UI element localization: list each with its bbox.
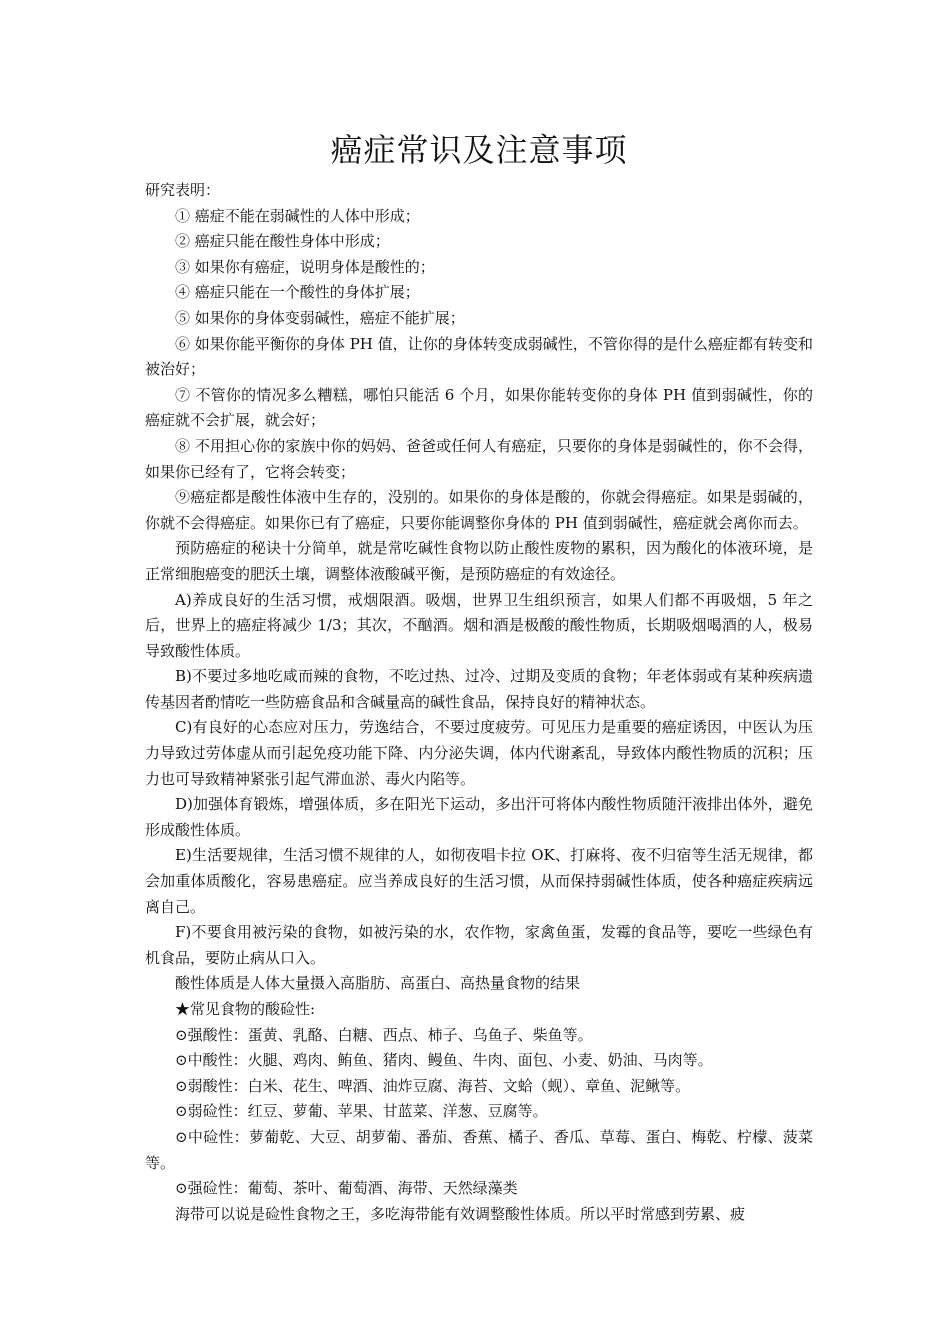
finding-item: ⑤ 如果你的身体变弱碱性，癌症不能扩展； (175, 308, 465, 327)
finding-item: ① 癌症不能在弱碱性的人体中形成； (175, 206, 420, 225)
finding-item: ⑧ 不用担心你的家族中你的妈妈、爸爸或任何人有癌症，只要你的身体是弱碱性的，你不会得，如果你已经有了，它将会转变； (145, 436, 813, 481)
acid-cause-text: 酸性体质是人体大量摄入高脂肪、高蛋白、高热量食物的结果 (175, 974, 581, 993)
intro-text: 研究表明： (145, 181, 221, 199)
tip-item: A)养成良好的生活习惯，戒烟限酒。吸烟，世界卫生组织预言，如果人们都不再吸烟，5 年之后，世界上的癌症将减少 1/3；其次，不酗酒。烟和酒是极酸的酸性物质，长期吸烟喝酒的人，极易导致酸性体质。 (145, 590, 813, 660)
finding-item: ⑨癌症都是酸性体液中生存的，没别的。如果你的身体是酸的，你就会得癌症。如果是弱碱的，你就不会得癌症。如果你已有了癌症，只要你能调整你身体的 PH 值到弱碱性，癌症就会离你而去。 (145, 488, 813, 532)
prevention-tips (145, 588, 813, 972)
document-page (145, 128, 813, 1227)
tip-item: E)生活要规律，生活习惯不规律的人，如彻夜唱卡拉 OK、打麻将、夜不归宿等生活无规律，都会加重体质酸化，容易患癌症。应当养成良好的生活习惯，从而保持弱碱性体质，使各种癌症疾病远离自己。 (145, 846, 813, 916)
document-title: 癌症常识及注意事项 (330, 131, 628, 169)
finding-item: ⑦ 不管你的情况多么糟糕，哪怕只能活 6 个月，如果你能转变你的身体 PH 值到弱碱性，你的癌症就不会扩展，就会好； (145, 385, 813, 430)
tip-item: F)不要食用被污染的食物，如被污染的水，农作物，家禽鱼蛋，发霉的食品等，要吃一些绿色有机食品，要防止病从口入。 (145, 923, 813, 967)
food-item: ⊙弱硷性：红豆、萝葡、苹果、甘蓝菜、洋葱、豆腐等。 (175, 1102, 548, 1121)
food-list (145, 1023, 813, 1202)
tip-item: B)不要过多地吃咸而辣的食物，不吃过热、过冷、过期及变质的食物；年老体弱或有某种疾病遗传基因者酌情吃一些防癌食品和含碱量高的碱性食品，保持良好的精神状态。 (145, 667, 813, 711)
finding-item: ⑥ 如果你能平衡你的身体 PH 值，让你的身体转变成弱碱性，不管你得的是什么癌症都有转变和被治好； (145, 334, 813, 379)
finding-item: ④ 癌症只能在一个酸性的身体扩展； (175, 283, 420, 302)
food-heading: ★常见食物的酸硷性: (175, 1000, 316, 1018)
finding-item: ③ 如果你有癌症，说明身体是酸性的； (175, 257, 435, 276)
food-item: ⊙强硷性：葡萄、茶叶、葡萄酒、海带、天然绿藻类 (175, 1179, 518, 1198)
prevention-intro: 预防癌症的秘诀十分简单，就是常吃碱性食物以防止酸性废物的累积，因为酸化的体液环境，是正常细胞癌变的肥沃土壤，调整体液酸碱平衡，是预防癌症的有效途径。 (145, 539, 813, 583)
food-item: ⊙中硷性：萝葡乾、大豆、胡萝葡、番茄、香蕉、橘子、香瓜、草莓、蛋白、梅乾、柠檬、菠菜等。 (145, 1127, 813, 1172)
findings-list (145, 204, 813, 537)
closing-text: 海带可以说是硷性食物之王，多吃海带能有效调整酸性体质。所以平时常感到劳累、疲 (175, 1204, 746, 1223)
food-item: ⊙强酸性：蛋黄、乳酪、白糖、西点、柿子、乌鱼子、柴鱼等。 (175, 1025, 593, 1044)
finding-item: ② 癌症只能在酸性身体中形成； (175, 232, 390, 251)
food-item: ⊙中酸性：火腿、鸡肉、鲔鱼、猪肉、鳗鱼、牛肉、面包、小麦、奶油、马肉等。 (175, 1051, 713, 1070)
tip-item: D)加强体育锻炼，增强体质，多在阳光下运动，多出汗可将体内酸性物质随汗液排出体外，避免形成酸性体质。 (145, 795, 813, 839)
food-item: ⊙弱酸性：白米、花生、啤酒、油炸豆腐、海苔、文蛤（蚬）、章鱼、泥鳅等。 (175, 1076, 691, 1095)
tip-item: C)有良好的心态应对压力，劳逸结合，不要过度疲劳。可见压力是重要的癌症诱因，中医认为压力导致过劳体虚从而引起免疫功能下降、内分泌失调，体内代谢紊乱，导致体内酸性物质的沉积；压力也可导致精神紧张引起气滞血淤、毒火内陷等。 (145, 718, 813, 788)
